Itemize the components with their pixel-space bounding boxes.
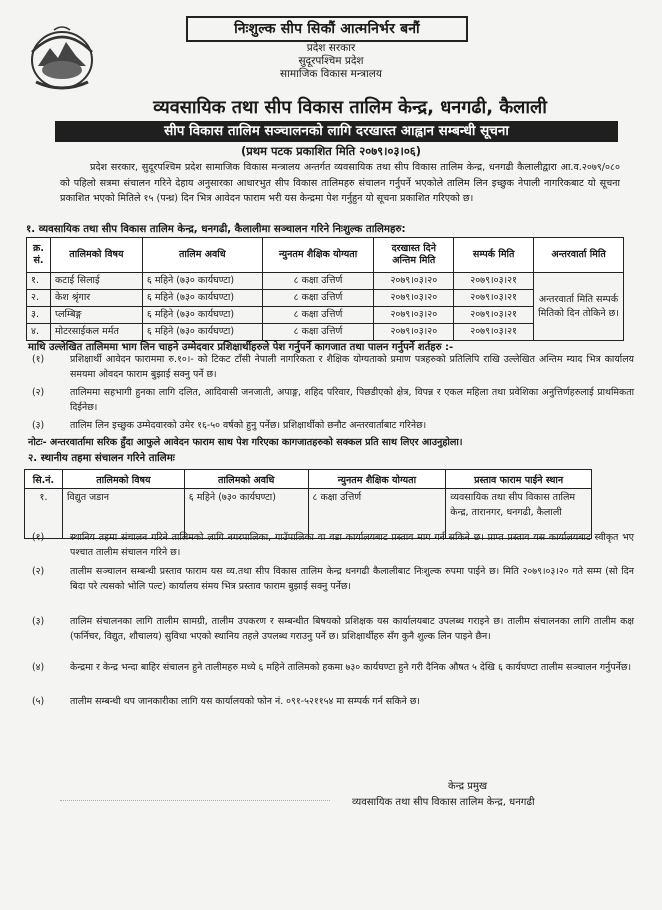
col-header: क्र. सं. bbox=[27, 238, 51, 273]
training-table bbox=[26, 237, 624, 341]
cell-subject: मोटरसाईकल मर्मत bbox=[50, 324, 142, 341]
publication-date: (प्रथम पटक प्रकाशित मिति २०७९।०३।०६) bbox=[240, 144, 422, 158]
col-header: तालिमको विषय bbox=[50, 238, 142, 273]
cell-sn: १. bbox=[25, 489, 63, 539]
local-condition-item: (३) तालिम संचालनका लागि तालीम सामग्री, तालीम उपकरण र सम्बन्धीत बिषयको प्रशिक्षक यस कार्यालयबाट उपलब्ध गराइने छ। तालीम संचालनका लागि तालीम कक्ष (फर्निचर, विद्युत, शौचालय) सुविधा भएको स्थानिय तहले उपलब्ध गराउनु पर्ने छ। प्रशिक्षार्थीहरु सँग कुनै शुल्क लिन पाइने छैन। bbox=[32, 616, 634, 642]
cell-sn: ४. bbox=[27, 324, 51, 341]
col-header: दरखास्त दिने अन्तिम मिति bbox=[374, 238, 454, 273]
header-line-ministry: सामाजिक विकास मन्त्रालय bbox=[280, 68, 382, 80]
header-line-province: सुदूरपश्चिम प्रदेश bbox=[298, 55, 364, 67]
cell-subject: कटाई सिलाई bbox=[50, 273, 142, 290]
header-line-government: प्रदेश सरकार bbox=[306, 42, 356, 54]
col-header: तालिमको अवधि bbox=[184, 470, 308, 489]
cell-deadline: २०७९।०३।२० bbox=[374, 273, 454, 290]
note-line: नोटः- अन्तरवार्तामा सरिक हुँदा आफुले आवेदन फाराम साथ पेश गरिएका कागजातहरुको सक्कल प्रति साथ लिएर आउनुहोला। bbox=[28, 437, 463, 448]
table-header-row bbox=[27, 238, 624, 273]
slogan-box: निःशुल्क सीप सिकौं आत्मनिर्भर बनौं bbox=[186, 16, 468, 42]
cell-contact: २०७९।०३।२१ bbox=[454, 324, 534, 341]
notice-title-bar: सीप विकास तालिम सञ्चालनको लागि दरखास्त आह्वान सम्बन्धी सूचना bbox=[55, 121, 618, 142]
cell-sn: ३. bbox=[27, 307, 51, 324]
condition-item: (२) तालिममा सहभागी हुनका लागि दलित, आदिवासी जनजाती, अपाङ्ग, शहिद परिवार, पिछडीएको क्षेत्र, विपन्न र एकल महिला तथा प्रवेशिका अनुत्तिर्णहरुलाई प्राथमिकता दिईनेछ। bbox=[32, 387, 634, 413]
cell-contact: २०७९।०३।२१ bbox=[454, 273, 534, 290]
cell-deadline: २०७९।०३।२० bbox=[374, 307, 454, 324]
cell-qualification: ८ कक्षा उत्तिर्ण bbox=[308, 489, 446, 539]
cell-place: व्यवसायिक तथा सीप विकास तालिम केन्द्र, तारानगर, धनगढी, कैलाली bbox=[446, 489, 592, 539]
cell-contact: २०७९।०३।२१ bbox=[454, 307, 534, 324]
local-condition-item: (२) तालीम सञ्चालन सम्बन्धी प्रस्ताव फाराम यस व्य.तथा सीप विकास तालिम केन्द्र धनगढी कैलालीबाट निःशुल्क रुपमा पाईने छ। मिति २०७९।०३।२० गते सम्म (सो दिन बिदा परे त्यसको भोलि पल्ट) कार्यालय संमय भित्र प्रस्ताव फाराम बुझाई सक्नु पर्नेछ। bbox=[32, 566, 634, 592]
col-header: प्रस्ताव फाराम पाईने स्थान bbox=[446, 470, 592, 489]
cell-qualification: ८ कक्षा उत्तिर्ण bbox=[262, 324, 374, 341]
cell-duration: ६ महिने (७३० कार्यघण्टा) bbox=[142, 290, 262, 307]
col-header: अन्तरवार्ता मिति bbox=[534, 238, 624, 273]
cell-qualification: ८ कक्षा उत्तिर्ण bbox=[262, 273, 374, 290]
cell-duration: ६ महिने (७३० कार्यघण्टा) bbox=[184, 489, 308, 539]
signature-role: केन्द्र प्रमुख bbox=[448, 781, 488, 792]
col-header: न्युनतम शैक्षिक योग्यता bbox=[308, 470, 446, 489]
cell-qualification: ८ कक्षा उत्तिर्ण bbox=[262, 307, 374, 324]
table-row bbox=[27, 273, 624, 290]
local-condition-item: (५) तालीम सम्बन्धी थप जानकारीका लागि यस कार्यालयको फोन नं. ०९१-५२११५४ मा सम्पर्क गर्न सकिने छ। bbox=[32, 696, 420, 707]
cell-subject: केश श्रृंगार bbox=[50, 290, 142, 307]
col-header: सम्पर्क मिति bbox=[454, 238, 534, 273]
conditions-heading: माथि उल्लेखित तालिममा भाग लिन चाहने उम्मेदवार प्रशिक्षार्थीहरुले पेश गर्नुपर्ने कागजात तथा पालन गर्नुपर्ने शर्तहरु :- bbox=[28, 342, 454, 353]
cell-duration: ६ महिने (७३० कार्यघण्टा) bbox=[142, 324, 262, 341]
cell-sn: १. bbox=[27, 273, 51, 290]
intro-paragraph: प्रदेश सरकार, सुदूरपश्चिम प्रदेश सामाजिक विकास मन्त्रालय अन्तर्गत व्यवसायिक तथा सीप विकास तालिम केन्द्र, धनगढी कैलालीद्वारा आ.व.२०७९/०८० को पहिलो सत्रमा संचालन गरिने देहाय अनुसारका आधारभुत सीप विकास तालिमहरु संचालन गर्नुपर्ने भएकोले तालिम लिन इच्छुक नेपाली नागरिकबाट यो सूचना प्रकाशित भएको मितिले १५ (पन्ध्र) दिन भित्र आवेदन फाराम भरी यस केन्द्रमा पेश गर्नुहुन यो सूचना प्रकाशित गरिएको छ। bbox=[60, 162, 620, 204]
local-condition-item: (१) स्थानिय तहमा संचालन गरिने तालिमको लागि नगरपालिका, गाउँपालिका वा वडा कार्यालयबाट प्रस्ताव माग गर्न सकिने छ। प्राप्त प्रस्ताव यस कार्यालयबाट स्वीकृत भए पश्चात तालीम संचालन गरिने छ। bbox=[32, 532, 634, 558]
cell-duration: ६ महिने (७३० कार्यघण्टा) bbox=[142, 307, 262, 324]
local-condition-item: (४) केन्द्रमा र केन्द्र भन्दा बाहिर संचालन हुने तालीमहरु मध्ये ६ महिने तालिमको हकमा ७३० कार्यघण्टा हुने गरी दैनिक औषत ५ देखि ६ कार्यघण्टा तालीम सञ्चालन गर्नुपर्नेछ। bbox=[32, 662, 631, 673]
divider bbox=[60, 800, 330, 801]
cell-subject: विद्युत जडान bbox=[62, 489, 184, 539]
col-header: सि.नं. bbox=[25, 470, 63, 489]
condition-item: (१) प्रशिक्षार्थी आवेदन फाराममा रु.१०।- को टिकट टाँसी नेपाली नागरिकता र शैक्षिक योग्यताको प्रमाण पत्रहरुको प्रतिलिपि राखि उल्लेखित अन्तिम म्याद भित्र कार्यालय समयमा ओवदन फाराम बुझाई सक्नु पर्ने छ। bbox=[32, 354, 634, 380]
section1-heading: १. व्यवसायिक तथा सीप विकास तालिम केन्द्र, धनगढी, कैलालीमा सञ्चालन गरिने निःशुल्क तालिमहरु: bbox=[26, 224, 406, 235]
cell-interview-note: अन्तरवार्ता मिति सम्पर्क मितिको दिन तोकिने छ। bbox=[534, 273, 624, 341]
col-header: तालिम अवधि bbox=[142, 238, 262, 273]
table-header-row bbox=[25, 470, 592, 489]
office-title: व्यवसायिक तथा सीप विकास तालिम केन्द्र, धनगढी, कैलाली bbox=[153, 97, 547, 118]
col-header: न्युनतम शैक्षिक योग्यता bbox=[262, 238, 374, 273]
col-header: तालिमको विषय bbox=[62, 470, 184, 489]
cell-deadline: २०७९।०३।२० bbox=[374, 324, 454, 341]
local-training-table bbox=[24, 469, 592, 539]
section2-heading: २. स्थानीय तहमा संचालन गरिने तालिमः bbox=[28, 453, 175, 464]
signature-office: व्यवसायिक तथा सीप विकास तालिम केन्द्र, धनगढी bbox=[352, 797, 535, 808]
cell-subject: प्लम्बिङ्ग bbox=[50, 307, 142, 324]
cell-duration: ६ महिने (७३० कार्यघण्टा) bbox=[142, 273, 262, 290]
cell-contact: २०७९।०३।२१ bbox=[454, 290, 534, 307]
cell-qualification: ८ कक्षा उत्तिर्ण bbox=[262, 290, 374, 307]
cell-deadline: २०७९।०३।२० bbox=[374, 290, 454, 307]
cell-sn: २. bbox=[27, 290, 51, 307]
condition-item: (३) तालिम लिन इच्छुक उम्मेदवारको उमेर १६-५० वर्षको हुनु पर्नेछ। प्रशिक्षार्थीको छनौट अन्तरवार्ताबाट गरिनेछ। bbox=[32, 420, 427, 431]
